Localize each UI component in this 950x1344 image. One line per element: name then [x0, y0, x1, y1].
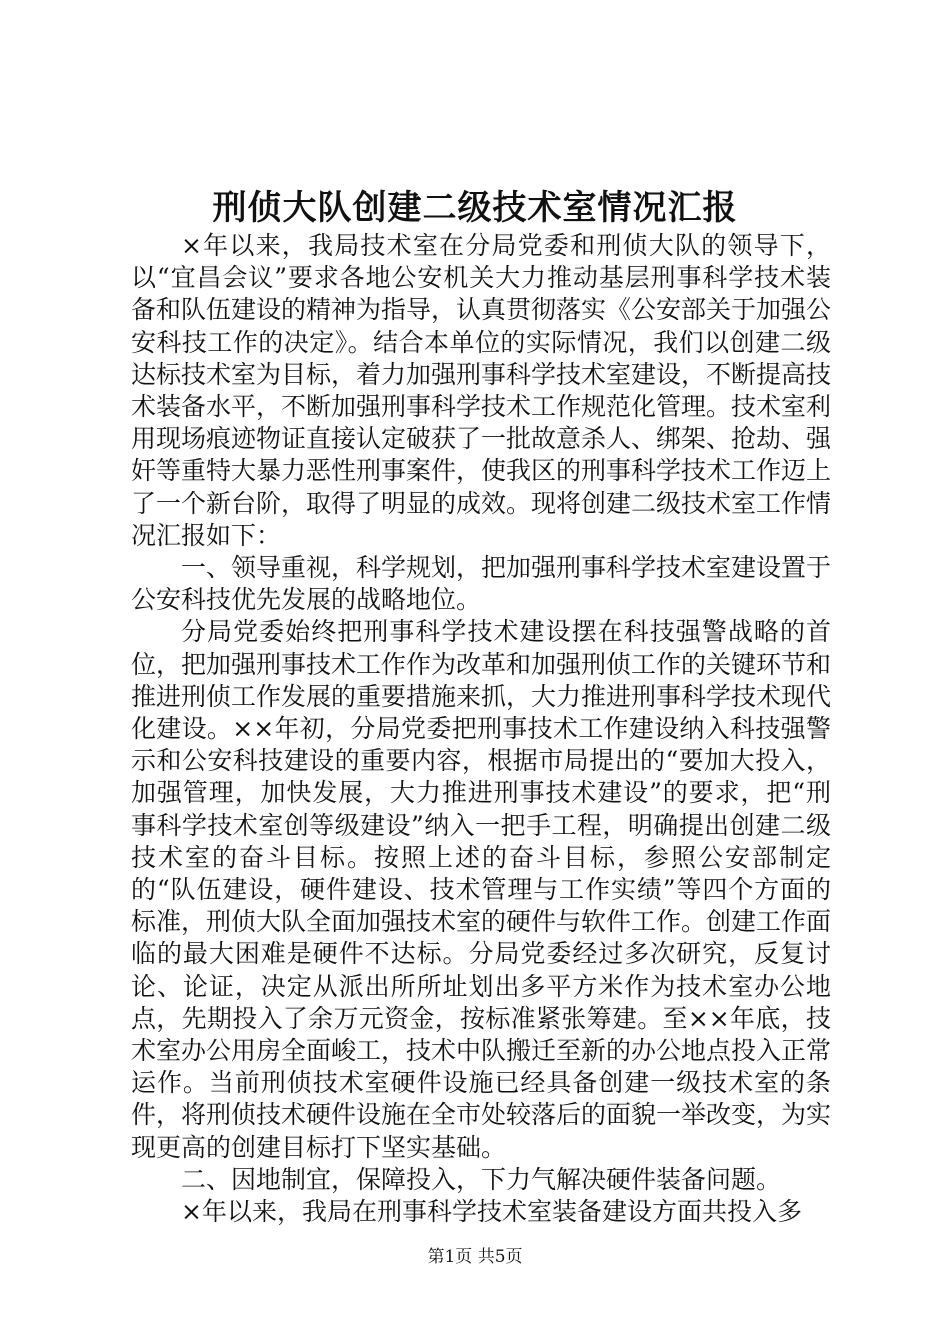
section-heading-2: 二、因地制宜，保障投入，下力气解决硬件装备问题。: [181, 1164, 782, 1194]
page-footer: 第1页 共5页: [427, 1247, 523, 1267]
paragraph-section-1: 分局党委始终把刑事科学技术建设摆在科技强警战略的首位，把加强刑事技术工作作为改革和加强刑侦工作的关键环节和推进刑侦工作发展的重要措施来抓，大力推进刑事科学技术现代化建设。××年初，分局党委把刑事技术工作建设纳入科技强警示和公安科技建设的重要内容，根据市局提出的“要加大投入，加强管理，加快发展，大力推进刑事技术建设”的要求，把“刑事科学技术室创等级建设”纳入一把手工程，明确提出创建二级技术室的奋斗目标。按照上述的奋斗目标，参照公安部制定的“队伍建设，硬件建设、技术管理与工作实绩”等四个方面的标准，刑侦大队全面加强技术室的硬件与软件工作。创建工作面临的最大困难是硬件不达标。分局党委经过多次研究，反复讨论、论证，决定从派出所所址划出多平方米作为技术室办公地点，先期投入了余万元资金，按标准紧张筹建。至××年底，技术室办公用房全面峻工，技术中队搬迁至新的办公地点投入正常运作。当前刑侦技术室硬件设施已经具备创建一级技术室的条件，将刑侦技术硬件设施在全市处较落后的面貌一举改变，为实现更高的创建目标打下坚实基础。: [131, 617, 832, 1162]
document-body: [131, 230, 831, 1228]
document-title: 刑侦大队创建二级技术室情况汇报: [212, 188, 738, 228]
paragraph-intro: ×年以来，我局技术室在分局党委和刑侦大队的领导下，以“宜昌会议”要求各地公安机关大力推动基层刑事科学技术装备和队伍建设的精神为指导，认真贯彻落实《公安部关于加强公安科技工作的决定》。结合本单位的实际情况，我们以创建二级达标技术室为目标，着力加强刑事科学技术室建设，不断提高技术装备水平，不断加强刑事科学技术工作规范化管理。技术室利用现场痕迹物证直接认定破获了一批故意杀人、绑架、抢劫、强奸等重特大暴力恶性刑事案件，使我区的刑事科学技术工作迈上了一个新台阶，取得了明显的成效。现将创建二级技术室工作情况汇报如下：: [131, 231, 832, 550]
section-heading-1: 一、领导重视，科学规划，把加强刑事科学技术室建设置于公安科技优先发展的战略地位。: [131, 553, 832, 615]
paragraph-section-2: ×年以来，我局在刑事科学技术室装备建设方面共投入多: [181, 1197, 802, 1227]
